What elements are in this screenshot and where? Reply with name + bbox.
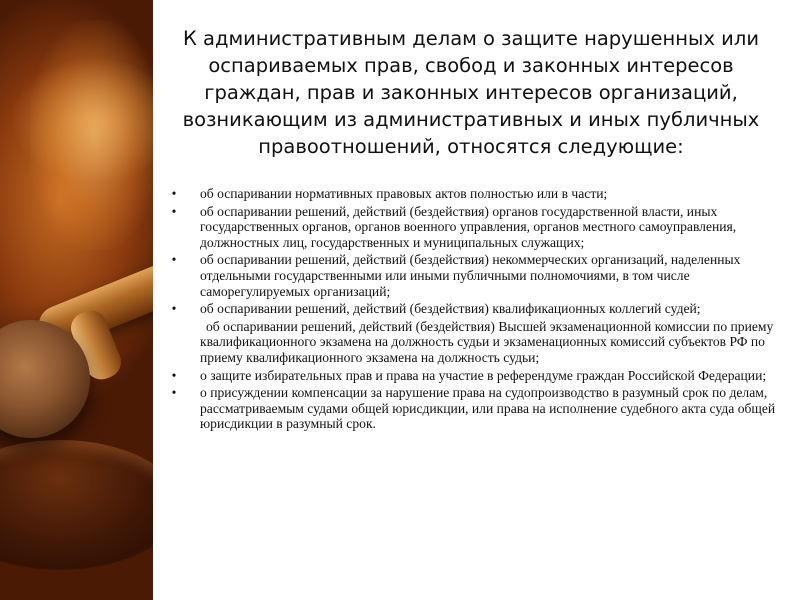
list-item-text: об оспаривании решений, действий (бездействия) Высшей экзаменационной комиссии по приему квалификационного экзамена на должность судьи и экзаменационных комиссий субъектов РФ по приему квалификационного экзамена на должность судьи; <box>200 318 774 365</box>
bullet-icon: • <box>171 203 177 219</box>
list-item <box>168 385 778 432</box>
list-item-text: о защите избирательных прав и права на участие в референдуме граждан Российской Федерации; <box>200 367 767 383</box>
list-item <box>168 204 778 251</box>
bullet-icon: • <box>171 186 177 201</box>
list-item <box>168 186 778 202</box>
slide-title: К административным делам о защите нарушенных или оспариваемых прав, свобод и законных интересов граждан, прав и законных интересов организаций, возникающим из административных и иных публичных правоотношений, относятся следующие: <box>182 27 760 158</box>
list-item <box>168 252 778 299</box>
list-item-text: о присуждении компенсации за нарушение права на судопроизводство в разумный срок по делам, рассматриваемым судами общей юрисдикции, или права на исполнение судебного акта суда общей юрисдикции в разумный срок. <box>200 385 776 432</box>
bullet-icon: • <box>171 367 177 383</box>
list-item <box>168 301 778 317</box>
case-list <box>168 186 778 434</box>
list-item-text: об оспаривании решений, действий (бездействия) органов государственной власти, иных государственных органов, органов военного управления, органов местного самоуправления, должностных лиц, государственных и муниципальных служащих; <box>200 203 737 250</box>
gavel-photo <box>0 0 153 600</box>
list-item-text: об оспаривании решений, действий (бездействия) некоммерческих организаций, наделенных отдельными государственными или иными публичными полномочиями, в том числе саморегулируемых организаций; <box>200 252 741 299</box>
bullet-icon: • <box>171 385 177 401</box>
list-item-text: об оспаривании решений, действий (бездействия) квалификационных коллегий судей; <box>200 301 701 317</box>
light-glow <box>30 20 153 250</box>
sound-block <box>0 440 153 570</box>
list-item <box>168 319 778 366</box>
bullet-icon: • <box>171 301 177 317</box>
bullet-icon: • <box>171 252 177 268</box>
list-item <box>168 368 778 384</box>
list-item-text: об оспаривании нормативных правовых актов полностью или в части; <box>200 186 608 201</box>
